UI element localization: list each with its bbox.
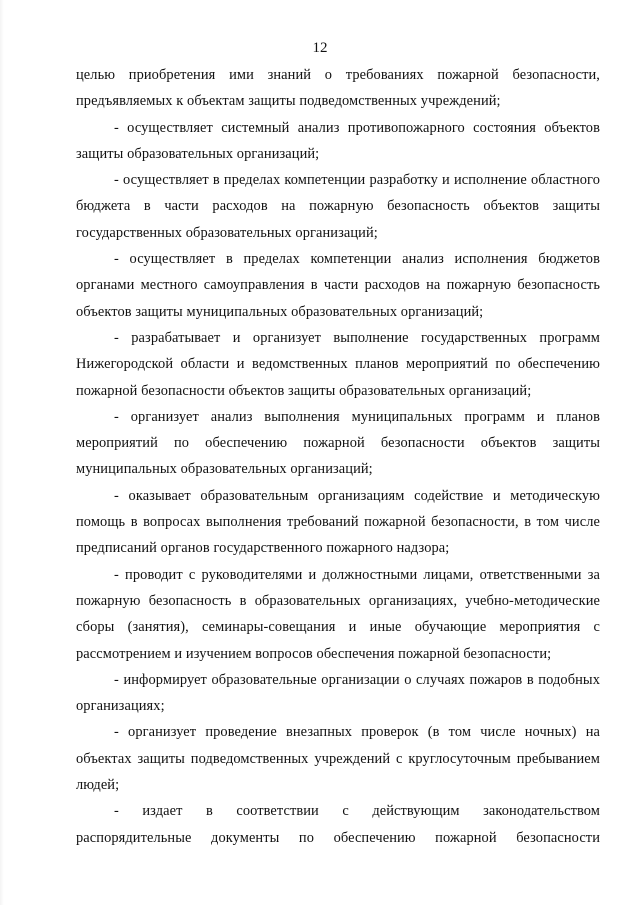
paragraph: - осуществляет в пределах компетенции разработку и исполнение областного бюджета в части расходов на пожарную безопасность объектов защиты государственных образовательных организаций; <box>76 172 600 241</box>
paragraph: - проводит с руководителями и должностными лицами, ответственными за пожарную безопасность в образовательных организациях, учебно-методические сборы (занятия), семинары-совещания и иные обучающие мероприятия с рассмотрением и изучением вопросов обеспечения пожарной безопасности; <box>76 566 600 662</box>
page-number: 12 <box>312 40 328 56</box>
paragraph: - информирует образовательные организации о случаях пожаров в подобных организациях; <box>76 671 600 715</box>
paragraph: - осуществляет системный анализ противопожарного состояния объектов защиты образовательных организаций; <box>76 119 600 162</box>
paragraph: - издает в соответствии с действующим законодательством распорядительные документы по обеспечению пожарной безопасности <box>76 803 600 846</box>
paragraph: - оказывает образовательным организациям содействие и методическую помощь в вопросах выполнения требований пожарной безопасности, в том числе предписаний органов государственного пожарного надзора; <box>76 487 600 557</box>
document-body <box>76 62 600 851</box>
paragraph: - разрабатывает и организует выполнение государственных программ Нижегородской области и ведомственных планов мероприятий по обеспечению пожарной безопасности объектов защиты образовательных организаций; <box>76 329 600 399</box>
paragraph: - организует анализ выполнения муниципальных программ и планов мероприятий по обеспечению пожарной безопасности объектов защиты муниципальных образовательных организаций; <box>76 408 600 478</box>
paragraph: целью приобретения ими знаний о требованиях пожарной безопасности, предъявляемых к объектам защиты подведомственных учреждений; <box>76 67 600 110</box>
scan-edge <box>0 0 4 905</box>
paragraph: - организует проведение внезапных проверок (в том числе ночных) на объектах защиты подведомственных учреждений с круглосуточным пребыванием людей; <box>76 724 600 794</box>
paragraph: - осуществляет в пределах компетенции анализ исполнения бюджетов органами местного самоуправления в части расходов на пожарную безопасность объектов защиты муниципальных образовательных организаций; <box>76 251 600 320</box>
